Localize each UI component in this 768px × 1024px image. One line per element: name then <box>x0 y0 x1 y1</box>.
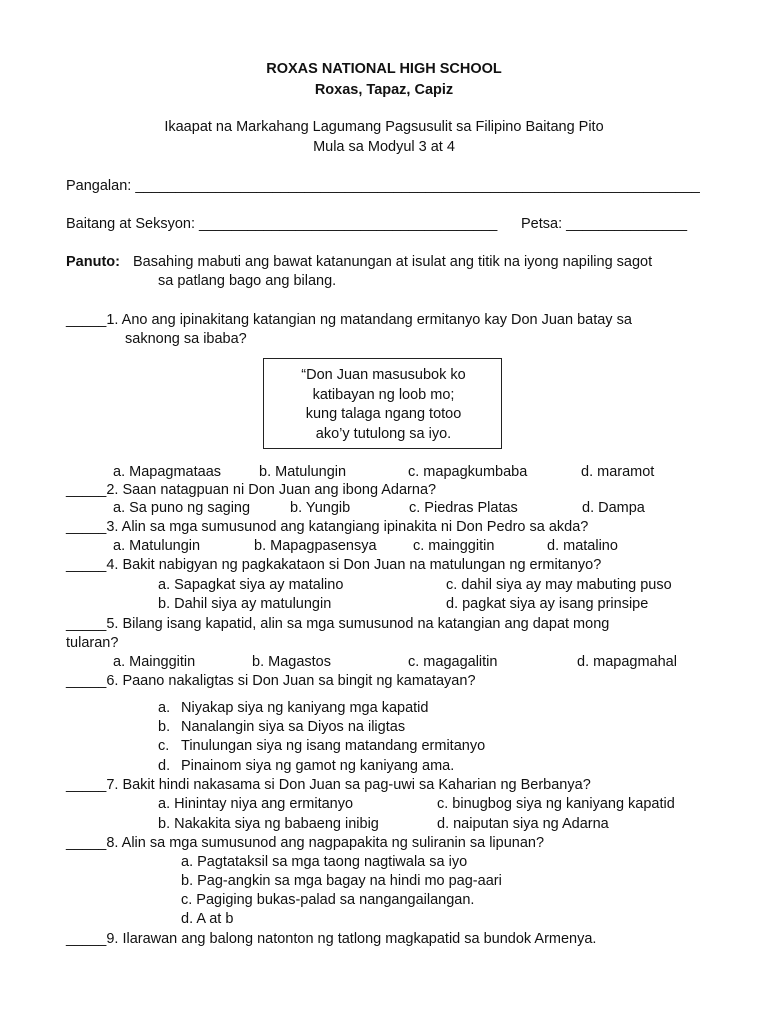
choice-b: b. Yungib <box>290 500 351 516</box>
choice-letter-b: b. <box>158 719 171 735</box>
choice-b: b. Mapagpasensya <box>254 538 377 554</box>
choice-d: d. Dampa <box>582 500 645 516</box>
instructions-text: Basahing mabuti ang bawat katanungan at isulat ang titik na iyong napiling sagot <box>133 254 653 270</box>
choice-d: d. naiputan siya ng Adarna <box>437 816 609 832</box>
choice-b: b. Matulungin <box>259 464 347 480</box>
grade-section-field[interactable]: Baitang at Seksyon: _____________________________________ <box>66 216 498 232</box>
stanza-line: katibayan ng loob mo; <box>312 387 455 403</box>
choice-c: c. mainggitin <box>413 538 495 554</box>
choice-b: b. Dahil siya ay matulungin <box>158 596 332 612</box>
question-6: _____6. Paano nakaligtas si Don Juan sa bingit ng kamatayan? <box>66 673 476 689</box>
choice-a: a. Sa puno ng saging <box>113 500 251 516</box>
choice-d: d. pagkat siya ay isang prinsipe <box>446 596 649 612</box>
choice-a: a. Matulungin <box>113 538 201 554</box>
choice-a: a. Mainggitin <box>113 654 196 670</box>
question-8: _____8. Alin sa mga sumusunod ang nagpapakita ng suliranin sa lipunan? <box>66 835 545 851</box>
choice-a: a. Hinintay niya ang ermitanyo <box>158 796 354 812</box>
stanza-line: ako’y tutulong sa iyo. <box>315 426 452 442</box>
question-5: _____5. Bilang isang kapatid, alin sa mga sumusunod na katangian ang dapat mong <box>66 616 610 632</box>
school-name: ROXAS NATIONAL HIGH SCHOOL <box>266 61 502 77</box>
choice-c: Tinulungan siya ng isang matandang ermitanyo <box>181 738 486 754</box>
choice-b: Nanalangin siya sa Diyos na iligtas <box>181 719 406 735</box>
question-9: _____9. Ilarawan ang balong natonton ng tatlong magkapatid sa bundok Armenya. <box>66 931 597 947</box>
choice-b: b. Magastos <box>252 654 331 670</box>
choice-d: d. mapagmahal <box>577 654 677 670</box>
choice-a: a. Mapagmataas <box>113 464 222 480</box>
stanza-box <box>263 358 502 449</box>
choice-letter-a: a. <box>158 700 171 716</box>
choice-c: c. mapagkumbaba <box>408 464 528 480</box>
question-1-continuation: saknong sa ibaba? <box>125 331 247 347</box>
question-3: _____3. Alin sa mga sumusunod ang katangiang ipinakita ni Don Pedro sa akda? <box>66 519 589 535</box>
stanza-line: “Don Juan masusubok ko <box>301 367 466 383</box>
choice-letter-d: d. <box>158 758 171 774</box>
date-field[interactable]: Petsa: _______________ <box>521 216 688 232</box>
question-1: _____1. Ano ang ipinakitang katangian ng matandang ermitanyo kay Don Juan batay sa <box>66 312 632 328</box>
question-7: _____7. Bakit hindi nakasama si Don Juan sa pag-uwi sa Kaharian ng Berbanya? <box>66 777 591 793</box>
choice-d: Pinainom siya ng gamot ng kaniyang ama. <box>181 758 455 774</box>
choice-b: b. Pag-angkin sa mga bagay na hindi mo pag-aari <box>181 873 502 889</box>
choice-b: b. Nakakita siya ng babaeng inibig <box>158 816 379 832</box>
stanza-line: kung talaga ngang totoo <box>305 406 462 422</box>
instructions-text: sa patlang bago ang bilang. <box>158 273 337 289</box>
choice-c: c. dahil siya ay may mabuting puso <box>446 577 672 593</box>
choice-d: d. A at b <box>181 911 234 927</box>
choice-a: Niyakap siya ng kaniyang mga kapatid <box>181 700 429 716</box>
choice-a: a. Pagtataksil sa mga taong nagtiwala sa iyo <box>181 854 468 870</box>
question-4: _____4. Bakit nabigyan ng pagkakataon si Don Juan na matulungan ng ermitanyo? <box>66 557 602 573</box>
exam-title: Ikaapat na Markahang Lagumang Pagsusulit sa Filipino Baitang Pito <box>164 119 604 135</box>
name-field[interactable]: Pangalan: ______________________________________________________________________ <box>66 178 700 194</box>
instructions-label: Panuto: <box>66 254 120 270</box>
choice-c: c. magagalitin <box>408 654 498 670</box>
school-address: Roxas, Tapaz, Capiz <box>314 82 454 98</box>
choice-d: d. maramot <box>581 464 655 480</box>
question-2: _____2. Saan natagpuan ni Don Juan ang ibong Adarna? <box>66 482 437 498</box>
choice-a: a. Sapagkat siya ay matalino <box>158 577 344 593</box>
choice-c: c. Pagiging bukas-palad sa nangangailangan. <box>181 892 475 908</box>
choice-d: d. matalino <box>547 538 618 554</box>
question-5-continuation: tularan? <box>66 635 119 651</box>
exam-subtitle: Mula sa Modyul 3 at 4 <box>313 139 455 155</box>
choice-c: c. binugbog siya ng kaniyang kapatid <box>437 796 675 812</box>
choice-c: c. Piedras Platas <box>409 500 518 516</box>
choice-letter-c: c. <box>158 738 170 754</box>
